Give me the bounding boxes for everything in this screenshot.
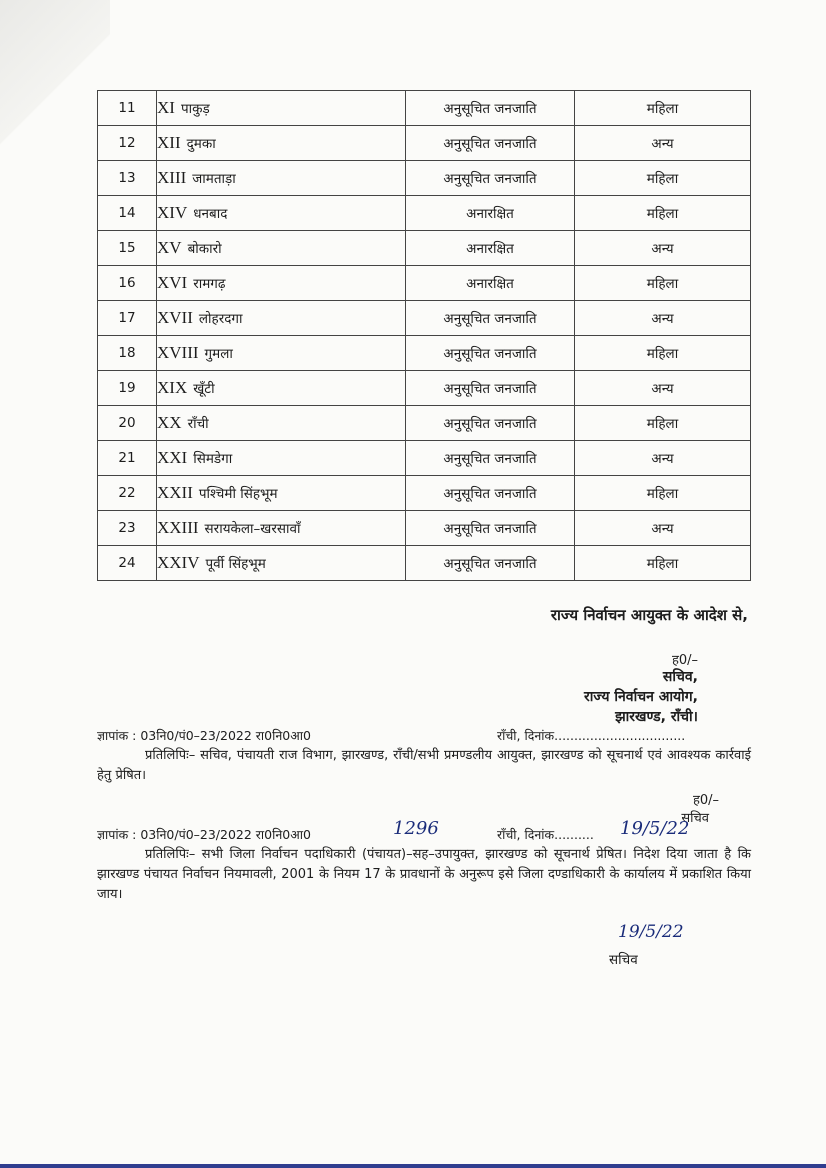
table-row [98, 371, 751, 406]
category-cell: अनुसूचित जनजाति [406, 336, 575, 371]
district-roman-number: XXIV [157, 553, 200, 572]
district-name: सरायकेला–खरसावाँ [204, 521, 301, 537]
final-signature: सचिव [609, 952, 638, 968]
gender-cell: अन्य [575, 371, 751, 406]
serial-number-cell: 17 [98, 301, 157, 336]
table-row [98, 126, 751, 161]
memo1-place-date: राँची, दिनांक................................. [497, 728, 686, 743]
serial-number-cell: 13 [98, 161, 157, 196]
signature-designation: सचिव, [662, 669, 698, 685]
category-cell: अनुसूचित जनजाति [406, 511, 575, 546]
memo1-reference: ज्ञापांक : 03नि0/पं0–23/2022 रा0नि0आ0 [97, 728, 311, 743]
sign2-designation: सचिव [681, 811, 709, 826]
memo2-handwritten-number: 1296 [393, 818, 439, 839]
gender-cell: महिला [575, 91, 751, 126]
district-cell [157, 336, 406, 371]
allocation-table-body [98, 91, 751, 581]
gender-cell: अन्य [575, 441, 751, 476]
memo2-reference: ज्ञापांक : 03नि0/पं0–23/2022 रा0नि0आ0 [97, 827, 311, 842]
district-cell [157, 511, 406, 546]
serial-number-cell: 11 [98, 91, 157, 126]
district-name: गुमला [204, 346, 233, 362]
category-cell: अनुसूचित जनजाति [406, 546, 575, 581]
table-row [98, 231, 751, 266]
district-name: खूँटी [193, 381, 215, 397]
table-row [98, 546, 751, 581]
district-roman-number: XIII [157, 168, 187, 187]
district-roman-number: XX [157, 413, 182, 432]
category-cell: अनुसूचित जनजाति [406, 161, 575, 196]
serial-number-cell: 22 [98, 476, 157, 511]
memo1-copy-text: प्रतिलिपिः– सचिव, पंचायती राज विभाग, झारखण्ड, राँची/सभी प्रमण्डलीय आयुक्त, झारखण्ड को सूचनार्थ एवं आवश्यक कार्रवाई हेतु प्रेषित। [97, 748, 751, 783]
district-cell [157, 476, 406, 511]
category-cell: अनारक्षित [406, 196, 575, 231]
serial-number-cell: 18 [98, 336, 157, 371]
category-cell: अनुसूचित जनजाति [406, 476, 575, 511]
district-roman-number: XVII [157, 308, 193, 327]
serial-number-cell: 16 [98, 266, 157, 301]
order-line: राज्य निर्वाचन आयुक्त के आदेश से, [550, 606, 748, 624]
table-row [98, 476, 751, 511]
district-cell [157, 546, 406, 581]
serial-number-cell: 21 [98, 441, 157, 476]
signature-signed: ह0/– [671, 653, 698, 668]
district-cell [157, 196, 406, 231]
memo2-place-date: राँची, दिनांक.......... [497, 827, 594, 842]
district-cell [157, 406, 406, 441]
handwritten-initials: 19/5/22 [618, 922, 684, 942]
district-roman-number: XII [157, 133, 181, 152]
district-cell [157, 161, 406, 196]
serial-number-cell: 14 [98, 196, 157, 231]
table-row [98, 336, 751, 371]
memo2-handwritten-date: 19/5/22 [620, 818, 690, 839]
signature-office: राज्य निर्वाचन आयोग, [584, 689, 698, 705]
gender-cell: महिला [575, 266, 751, 301]
district-name: पश्चिमी सिंहभूम [198, 486, 278, 502]
district-name: पाकुड़ [180, 101, 210, 117]
table-row [98, 511, 751, 546]
page-fold-shadow [0, 0, 110, 150]
district-roman-number: XI [157, 98, 175, 117]
serial-number-cell: 12 [98, 126, 157, 161]
category-cell: अनुसूचित जनजाति [406, 126, 575, 161]
district-name: दुमका [186, 136, 216, 152]
category-cell: अनुसूचित जनजाति [406, 371, 575, 406]
district-cell [157, 91, 406, 126]
gender-cell: महिला [575, 196, 751, 231]
district-roman-number: XVIII [157, 343, 199, 362]
district-name: बोकारो [187, 241, 222, 257]
district-roman-number: XIV [157, 203, 188, 222]
district-roman-number: XXI [157, 448, 188, 467]
table-row [98, 266, 751, 301]
table-row [98, 406, 751, 441]
district-name: पूर्वी सिंहभूम [205, 556, 266, 572]
district-cell [157, 231, 406, 266]
gender-cell: महिला [575, 476, 751, 511]
gender-cell: महिला [575, 336, 751, 371]
district-name: लोहरदगा [198, 311, 243, 327]
category-cell: अनारक्षित [406, 231, 575, 266]
serial-number-cell: 19 [98, 371, 157, 406]
allocation-table [97, 90, 751, 581]
gender-cell: महिला [575, 406, 751, 441]
district-cell [157, 126, 406, 161]
district-name: राँची [187, 416, 209, 432]
gender-cell: महिला [575, 161, 751, 196]
district-name: सिमडेगा [193, 451, 233, 467]
district-cell [157, 371, 406, 406]
serial-number-cell: 20 [98, 406, 157, 441]
category-cell: अनुसूचित जनजाति [406, 406, 575, 441]
table-row [98, 196, 751, 231]
district-roman-number: XV [157, 238, 182, 257]
gender-cell: अन्य [575, 126, 751, 161]
memo2-copy-text: प्रतिलिपिः– सभी जिला निर्वाचन पदाधिकारी (पंचायत)–सह–उपायुक्त, झारखण्ड को सूचनार्थ प्रेषित। निदेश दिया जाता है कि झारखण्ड पंचायत निर्वाचन नियमावली, 2001 के नियम 17 के प्रावधानों के अनुरूप इसे जिला दण्डाधिकारी के कार्यालय में प्रकाशित किया जाय। [97, 847, 751, 902]
signature-location: झारखण्ड, राँची। [615, 709, 698, 725]
table-row [98, 91, 751, 126]
gender-cell: अन्य [575, 511, 751, 546]
sign2-signed: ह0/– [692, 793, 719, 808]
serial-number-cell: 15 [98, 231, 157, 266]
gender-cell: अन्य [575, 301, 751, 336]
district-roman-number: XIX [157, 378, 188, 397]
serial-number-cell: 23 [98, 511, 157, 546]
district-roman-number: XVI [157, 273, 188, 292]
gender-cell: अन्य [575, 231, 751, 266]
district-name: धनबाद [193, 206, 228, 222]
district-roman-number: XXIII [157, 518, 199, 537]
district-roman-number: XXII [157, 483, 193, 502]
district-name: जामताड़ा [192, 171, 236, 187]
category-cell: अनुसूचित जनजाति [406, 441, 575, 476]
gender-cell: महिला [575, 546, 751, 581]
district-cell [157, 441, 406, 476]
category-cell: अनुसूचित जनजाति [406, 91, 575, 126]
category-cell: अनुसूचित जनजाति [406, 301, 575, 336]
district-name: रामगढ़ [193, 276, 226, 292]
table-row [98, 301, 751, 336]
table-row [98, 161, 751, 196]
bottom-edge-strip [0, 1164, 826, 1168]
serial-number-cell: 24 [98, 546, 157, 581]
district-cell [157, 301, 406, 336]
table-row [98, 441, 751, 476]
category-cell: अनारक्षित [406, 266, 575, 301]
district-cell [157, 266, 406, 301]
